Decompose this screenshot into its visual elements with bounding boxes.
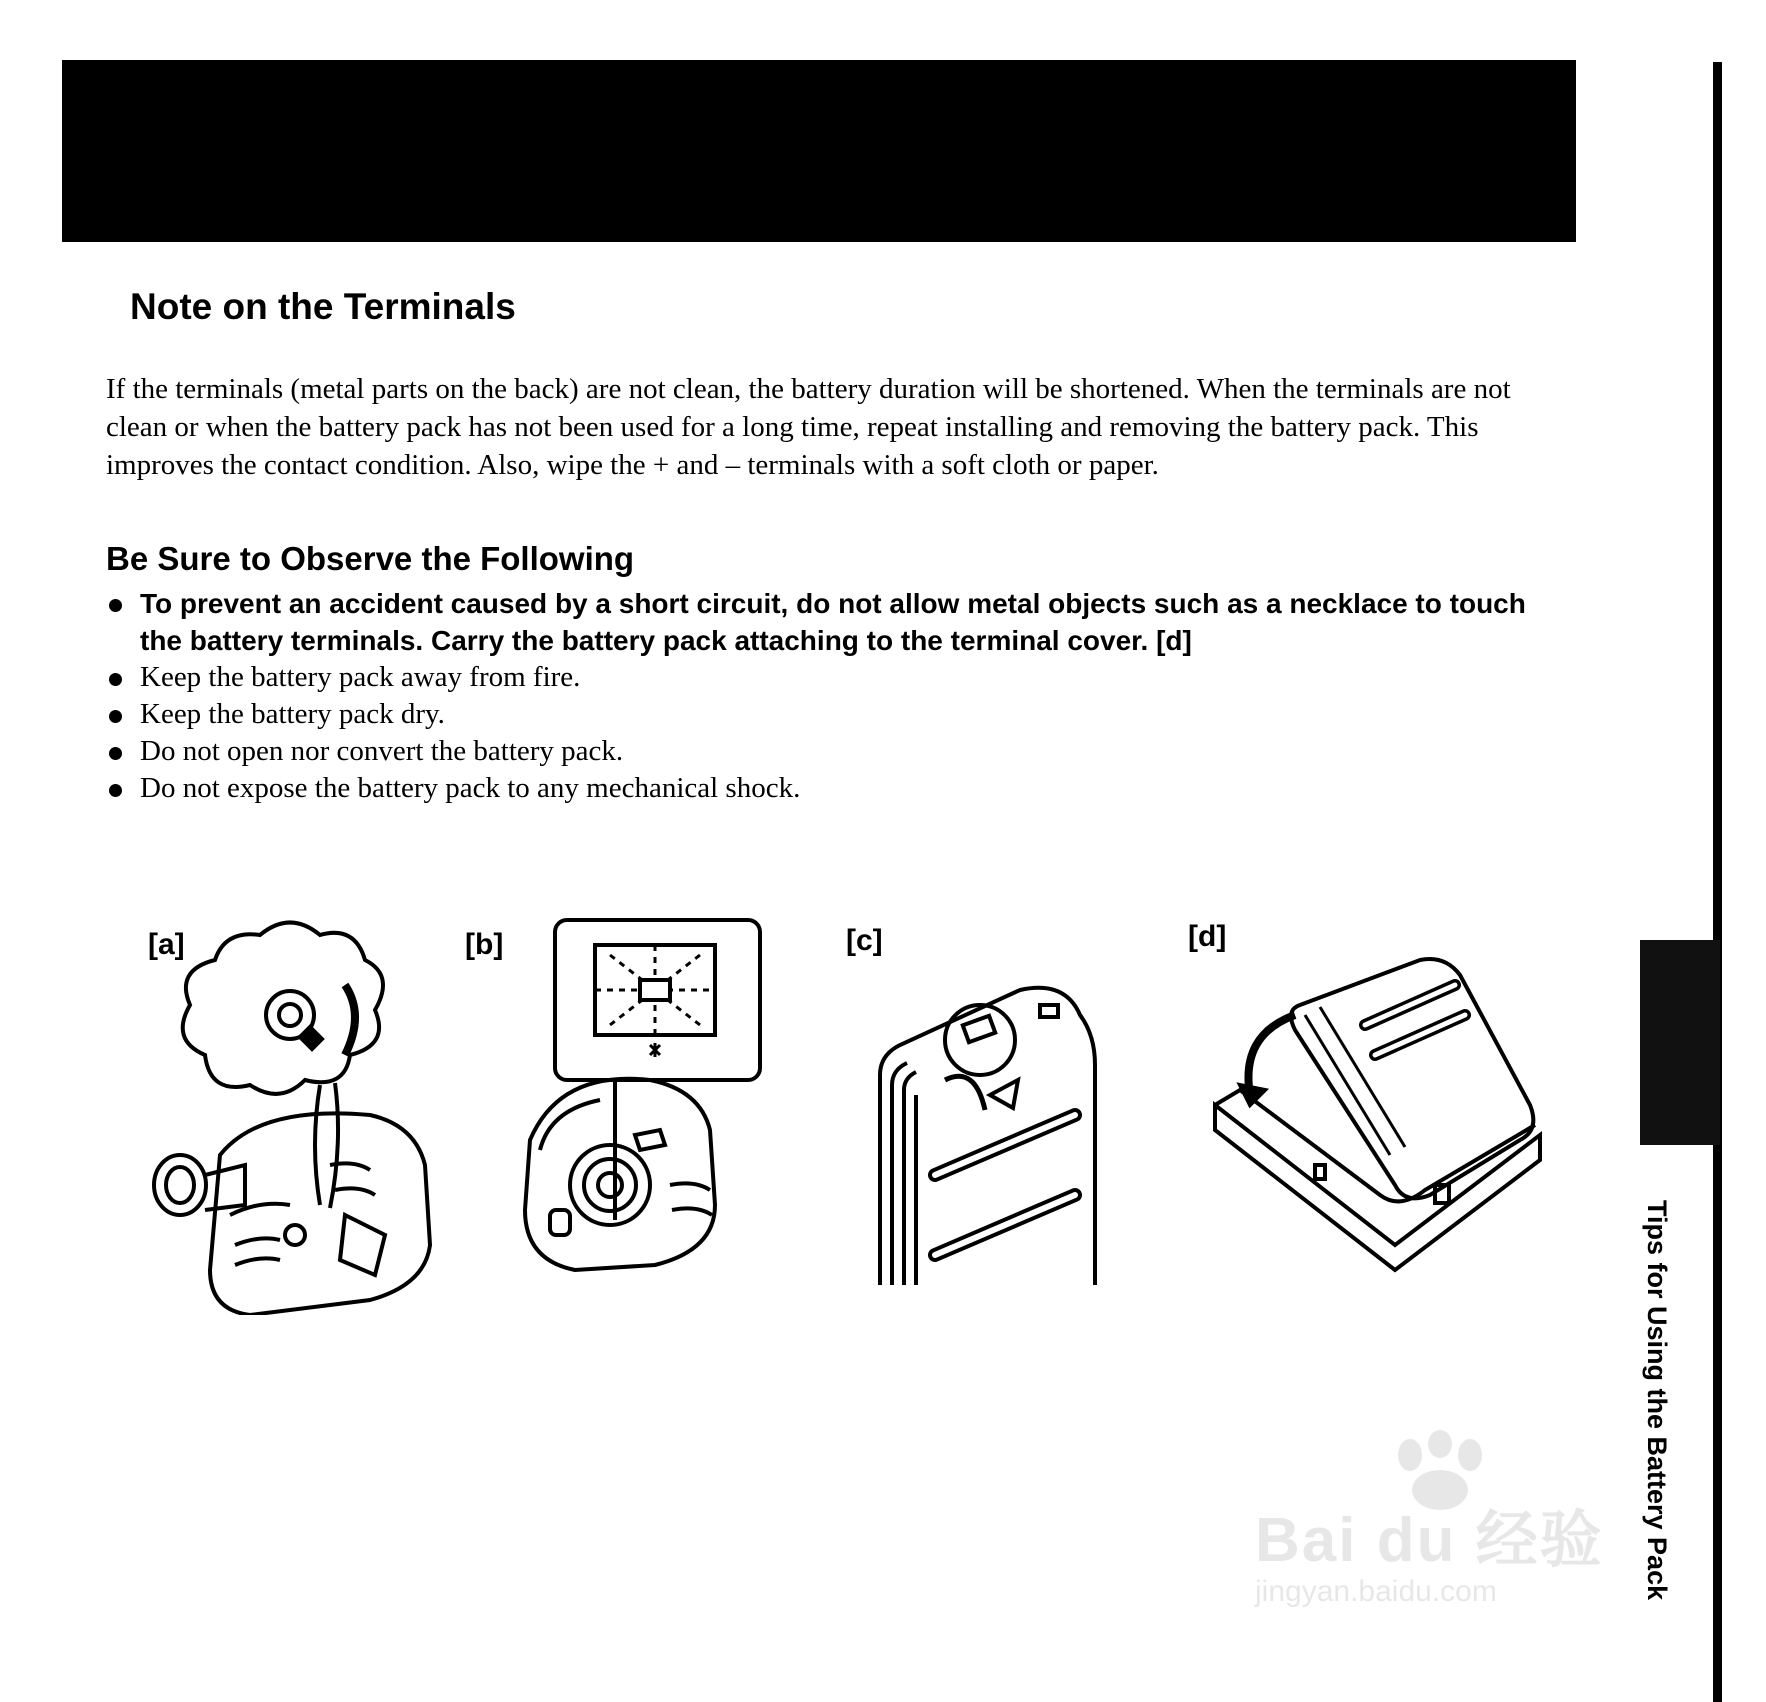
figure-b-label: [b] (465, 928, 504, 961)
figure-c-label: [c] (846, 924, 883, 957)
watermark-logo-text: Bai du 经验 (1255, 1506, 1604, 1575)
note-title: Note on the Terminals (130, 286, 516, 327)
intro-paragraph: If the terminals (metal parts on the back) are not clean, the battery duration will be shortened. When the terminals are not clean or when the battery pack has not been used for a long time, repeat installing and removing the battery pack. This improves the contact condition. Also, wipe the + and – terminals with a soft cloth or paper. (106, 373, 1511, 481)
precaution-list (106, 585, 1536, 807)
figure-d-label: [d] (1188, 920, 1227, 953)
list-item: Keep the battery pack dry. (106, 696, 1536, 733)
section-tab-marker (1640, 940, 1720, 1145)
baidu-watermark (1255, 1430, 1655, 1630)
list-item: To prevent an accident caused by a short circuit, do not allow metal objects such as a necklace to touch the battery terminals. Carry the battery pack attaching to the terminal cover. [d] (106, 585, 1536, 659)
header-bar (62, 60, 1576, 242)
figure-a-camcorder-illustration (150, 915, 450, 1315)
list-item: Keep the battery pack away from fire. (106, 659, 1536, 696)
list-item: Do not expose the battery pack to any mechanical shock. (106, 770, 1536, 807)
observe-title: Be Sure to Observe the Following (106, 540, 635, 577)
figure-c-battery-illustration (870, 985, 1100, 1295)
list-item: Do not open nor convert the battery pack. (106, 733, 1536, 770)
side-section-label (1642, 1200, 1725, 1640)
figure-d-terminal-cover-illustration (1205, 955, 1545, 1285)
side-section-label-text: Tips for Using the Battery Pack (1642, 1200, 1672, 1601)
figure-a-label: [a] (148, 928, 185, 961)
figure-b-camcorder-illustration (510, 910, 780, 1310)
watermark-url: jingyan.baidu.com (1255, 1575, 1497, 1608)
